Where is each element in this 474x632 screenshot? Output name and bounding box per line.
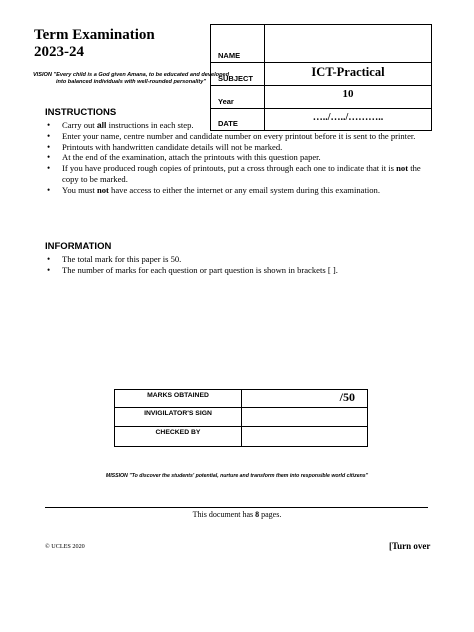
text-span: instructions in each step. xyxy=(106,120,194,130)
instructions-section xyxy=(45,107,431,196)
page-count xyxy=(0,510,474,519)
marks-row xyxy=(115,408,368,427)
info-row-subject xyxy=(211,63,432,86)
date-field[interactable]: …../…../……….. xyxy=(265,109,432,131)
info-row-name xyxy=(211,25,432,63)
exam-title: Term Examination xyxy=(34,27,155,43)
subject-value: ICT-Practical xyxy=(265,63,432,86)
marks-row xyxy=(115,390,368,408)
year-value: 10 xyxy=(265,86,432,109)
invigilator-sign-field[interactable] xyxy=(242,408,368,427)
marks-label: CHECKED BY xyxy=(115,427,242,447)
list-item xyxy=(45,185,431,196)
info-label: SUBJECT xyxy=(211,63,265,86)
text-span: Carry out xyxy=(62,120,97,130)
text-span: pages. xyxy=(259,510,282,519)
instructions-list xyxy=(45,120,431,196)
text-span: This document has xyxy=(192,510,256,519)
exam-year: 2023-24 xyxy=(34,44,84,60)
copyright: © UCLES 2020 xyxy=(45,543,85,550)
marks-row xyxy=(115,427,368,447)
emphasis: not xyxy=(96,184,109,195)
info-label: Year xyxy=(211,86,265,109)
vision-statement: VISION "Every child is a God given Amana, to be educated and developed into balanced individuals with well-rounded personality" xyxy=(32,72,230,85)
info-label: NAME xyxy=(211,25,265,63)
emphasis: not xyxy=(396,163,409,174)
page-count-number: 8 xyxy=(255,510,260,519)
list-item xyxy=(45,163,431,185)
information-section xyxy=(45,241,431,276)
instructions-heading: INSTRUCTIONS xyxy=(45,107,117,118)
list-item: • Enter your name, centre number and candidate number on every printout before it is sent to the printer. xyxy=(45,131,431,142)
turn-over: [Turn over xyxy=(389,541,431,551)
text-span: the copy to be marked. xyxy=(62,163,421,184)
information-list xyxy=(45,254,431,276)
emphasis: all xyxy=(96,120,107,130)
text-span: have access to either the internet or any email system during this examination. xyxy=(108,184,381,195)
name-field[interactable] xyxy=(265,25,432,63)
list-item: • The total mark for this paper is 50. xyxy=(45,254,431,265)
list-item: • The number of marks for each question or part question is shown in brackets [ ]. xyxy=(45,265,431,276)
list-item xyxy=(45,120,202,131)
mission-statement: MISSION "To discover the students' potential, nurture and transform them into responsible world citizens" xyxy=(105,473,369,479)
marks-table xyxy=(114,389,368,447)
list-item: • At the end of the examination, attach the printouts with this question paper. xyxy=(45,152,431,163)
information-heading: INFORMATION xyxy=(45,241,112,252)
checked-by-field[interactable] xyxy=(242,427,368,447)
info-row-year xyxy=(211,86,432,109)
marks-label: MARKS OBTAINED xyxy=(115,390,242,408)
footer-divider xyxy=(45,507,428,508)
marks-label: INVIGILATOR'S SIGN xyxy=(115,408,242,427)
text-span: You must xyxy=(62,184,97,195)
text-span: If you have produced rough copies of printouts, put a cross through each one to indicate that it is xyxy=(62,163,397,174)
marks-obtained-value[interactable]: /50 xyxy=(242,390,368,408)
info-label: DATE xyxy=(211,109,265,131)
list-item: • Printouts with handwritten candidate details will not be marked. xyxy=(45,142,431,153)
